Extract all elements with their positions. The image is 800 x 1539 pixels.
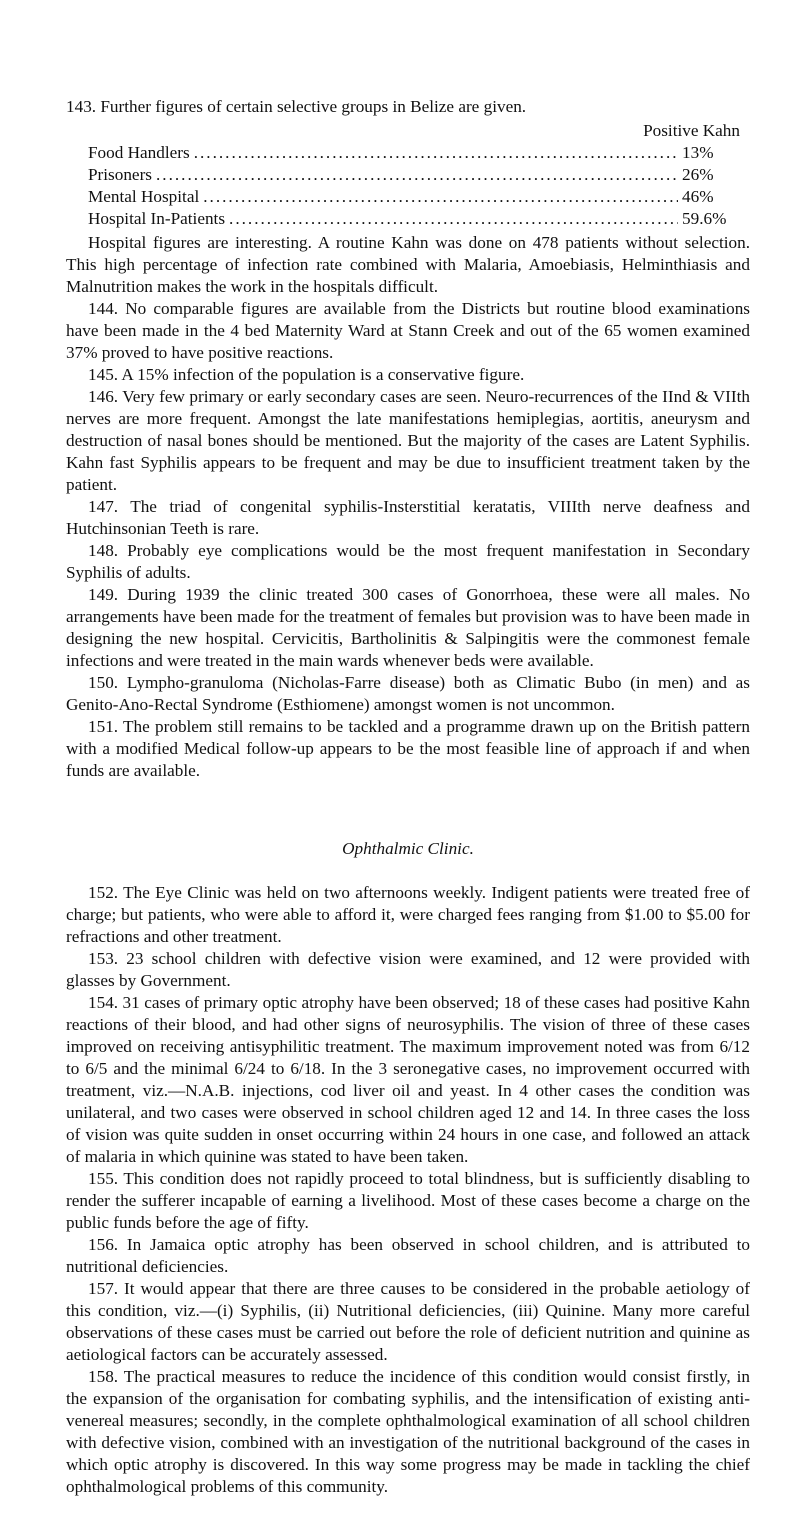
- paragraph-151: 151. The problem still remains to be tackled and a programme drawn up on the British pattern with a modified Medical follow-up appears to be the most feasible line of approach if and when funds are available.: [66, 717, 750, 780]
- row-label: Food Handlers: [88, 143, 190, 162]
- row-label: Hospital In-Patients: [88, 209, 226, 228]
- paragraph-145: 145. A 15% infection of the population is a conservative figure.: [88, 365, 525, 384]
- dot-leader: [194, 142, 678, 164]
- paragraph-148: 148. Probably eye complications would be the most frequent manifestation in Secondary Syphilis of adults.: [66, 541, 750, 582]
- paragraph-158: 158. The practical measures to reduce the incidence of this condition would consist firstly, in the expansion of the organisation for combating syphilis, and the intensification of existing anti-venereal measures; secondly, in the complete ophthalmological examination of all school children with defective vision, combined with an investigation of the nutritional background of the cases in which optic atrophy is discovered. In this way some progress may be made in tackling the chief ophthalmological problems of this community.: [66, 1367, 750, 1496]
- paragraph-152: 152. The Eye Clinic was held on two afternoons weekly. Indigent patients were treated free of charge; but patients, who were able to afford it, were charged fees ranging from $1.00 to $5.00 for refractions and other treatment.: [66, 883, 750, 946]
- table-row: [88, 142, 752, 164]
- row-value: 46%: [682, 187, 714, 206]
- paragraph-155: 155. This condition does not rapidly proceed to total blindness, but is sufficiently disabling to render the sufferer incapable of earning a livelihood. Most of these cases become a charge on the public funds before the age of fifty.: [66, 1169, 750, 1232]
- table-row: [88, 164, 752, 186]
- table-row: [88, 186, 752, 208]
- paragraph-156: 156. In Jamaica optic atrophy has been observed in school children, and is attributed to nutritional deficiencies.: [66, 1235, 750, 1276]
- row-value: 59.6%: [682, 209, 727, 228]
- paragraph-149: 149. During 1939 the clinic treated 300 cases of Gonorrhoea, these were all males. No arrangements have been made for the treatment of females but provision was to have been made in designing the new hospital. Cervicitis, Bartholinitis & Salpingitis were the commonest female infections and were treated in the main wards whenever beds were available.: [66, 585, 750, 670]
- paragraph-154: 154. 31 cases of primary optic atrophy have been observed; 18 of these cases had positive Kahn reactions of their blood, and had other signs of neurosyphilis. The vision of three of these cases improved on receiving antisyphilitic treatment. The maximum improvement noted was from 6/12 to 6/5 and the minimal 6/24 to 6/18. In the 3 seronegative cases, no improvement occurred with treatment, viz.—N.A.B. injections, cod liver oil and yeast. In 4 other cases the condition was unilateral, and two cases were observed in school children aged 12 and 14. In three cases the loss of vision was quite sudden in onset occurring within 24 hours in one case, and followed an attack of malaria in which quinine was stated to have been taken.: [66, 993, 750, 1166]
- row-value: 26%: [682, 165, 714, 184]
- paragraph-hospital-figures: Hospital figures are interesting. A routine Kahn was done on 478 patients without selection. This high percentage of infection rate combined with Malaria, Amoebiasis, Helminthiasis and Malnutrition makes the work in the hospitals difficult.: [66, 233, 750, 296]
- paragraph-143: 143. Further figures of certain selective groups in Belize are given.: [66, 97, 527, 116]
- dot-leader: [229, 208, 678, 230]
- paragraph-153: 153. 23 school children with defective vision were examined, and 12 were provided with glasses by Government.: [66, 949, 750, 990]
- row-label: Prisoners: [88, 165, 152, 184]
- paragraph-157: 157. It would appear that there are three causes to be considered in the probable aetiology of this condition, viz.—(i) Syphilis, (ii) Nutritional deficiencies, (iii) Quinine. Many more careful observations of these cases must be carried out before the role of deficient nutrition and quinine as aetiological factors can be accurately assessed.: [66, 1279, 750, 1364]
- section-heading: Ophthalmic Clinic.: [342, 839, 474, 858]
- paragraph-144: 144. No comparable figures are available from the Districts but routine blood examinations have been made in the 4 bed Maternity Ward at Stann Creek and out of the 65 women examined 37% proved to have positive reactions.: [66, 299, 750, 362]
- dot-leader: [156, 164, 678, 186]
- kahn-results-table: [88, 120, 752, 230]
- table-column-header: Positive Kahn: [643, 121, 740, 140]
- row-value: 13%: [682, 143, 714, 162]
- table-row: [88, 208, 752, 230]
- paragraph-147: 147. The triad of congenital syphilis-Insterstitial keratatis, VIIIth nerve deafness and Hutchinsonian Teeth is rare.: [66, 497, 750, 538]
- dot-leader: [203, 186, 678, 208]
- row-label: Mental Hospital: [88, 187, 200, 206]
- paragraph-150: 150. Lympho-granuloma (Nicholas-Farre disease) both as Climatic Bubo (in men) and as Genito-Ano-Rectal Syndrome (Esthiomene) amongst women is not uncommon.: [66, 673, 750, 714]
- paragraph-146: 146. Very few primary or early secondary cases are seen. Neuro-recurrences of the IInd & VIIth nerves are more frequent. Amongst the late manifestations hemiplegias, aortitis, aneurysm and destruction of nasal bones should be mentioned. But the majority of the cases are Latent Syphilis. Kahn fast Syphilis appears to be frequent and may be due to insufficient treatment taken by the patient.: [66, 387, 750, 494]
